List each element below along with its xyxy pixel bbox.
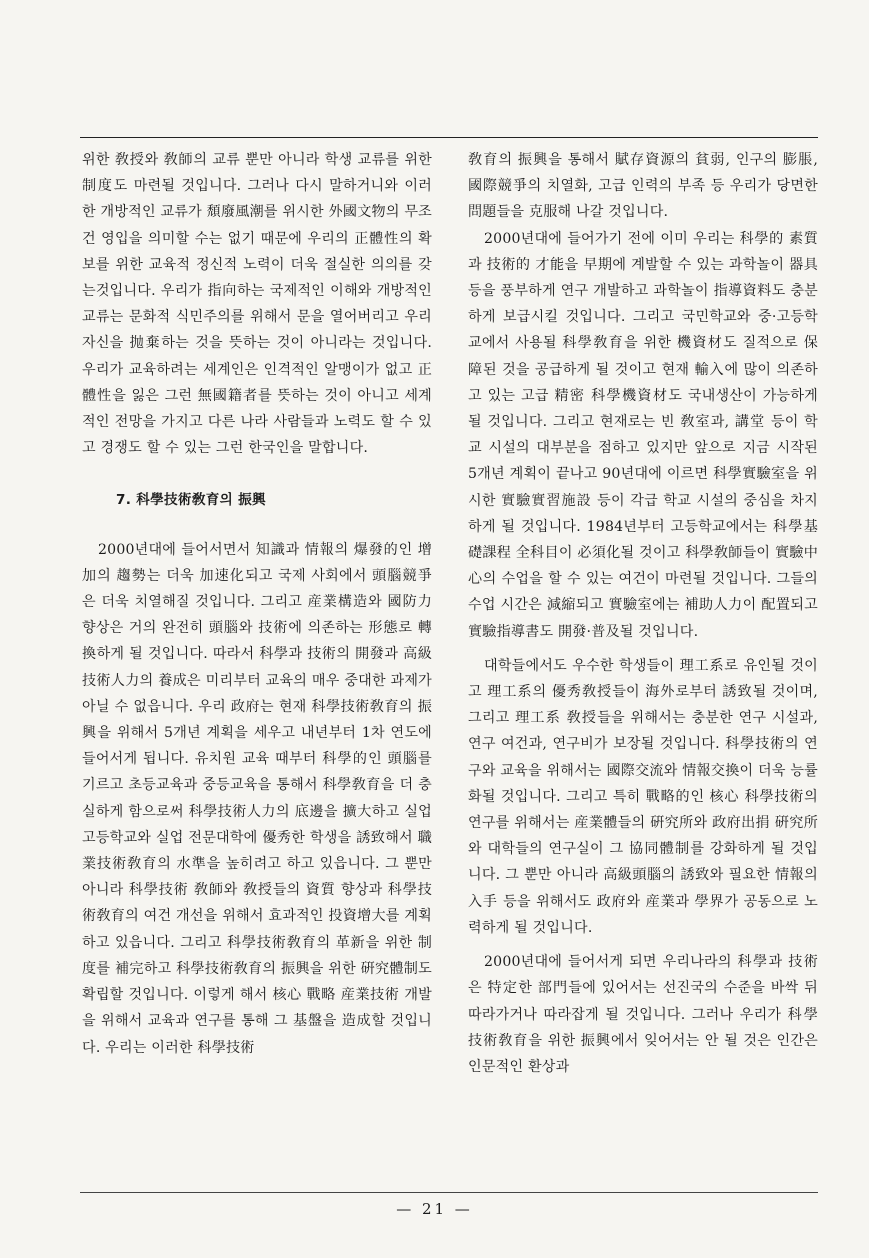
- top-rule: [80, 137, 818, 138]
- section-heading: 7. 科學技術敎育의 振興: [116, 492, 266, 509]
- left-paragraph-2: 2000년대에 들어서면서 知識과 情報의 爆發的인 增加의 趨勢는 더욱 加速化되고 국제 사회에서 頭腦競爭은 더욱 치열해질 것입니다. 그리고 産業構造와 國防力 향상은 거의 완전히 頭腦와 技術에 의존하는 形態로 轉換하게 될 것입니다. 따라서 科學과 技術의 開發과 高級技術人力의 養成은 미리부터 교육의 매우 중대한 과제가 아닐 수 없읍니다. 우리 政府는 현재 科學技術敎育의 振興을 위해서 5개년 계획을 세우고 내년부터 1차 연도에 들어서게 됩니다. 유치원 교육 때부터 科學的인 頭腦를 기르고 초등교육과 중등교육을 통해서 科學敎育을 더 충실하게 함으로써 科學技術人力의 底邊을 擴大하고 실업 고등학교와 실업 전문대학에 優秀한 학생을 誘致해서 職業技術敎育의 水準을 높히려고 하고 있읍니다. 그 뿐만 아니라 科學技術 敎師와 敎授들의 資質 향상과 科學技術敎育의 여건 개선을 위해서 효과적인 投資增大를 계획하고 있읍니다. 그리고 科學技術敎育의 革新을 위한 制度를 補完하고 科學技術敎育의 振興을 위한 硏究體制도 확립할 것입니다. 이렇게 해서 核心 戰略 産業技術 개발을 위해서 교육과 연구를 통해 그 基盤을 造成할 것입니다. 우리는 이러한 科學技術: [82, 541, 432, 1056]
- right-paragraph-3: 대학들에서도 우수한 학생들이 理工系로 유인될 것이고 理工系의 優秀敎授들이 海外로부터 誘致될 것이며, 그리고 理工系 敎授들을 위해서는 충분한 연구 시설과, 연구 여건과, 연구비가 보장될 것입니다. 科學技術의 연구와 교육을 위해서는 國際交流와 情報交換이 더욱 능률화될 것입니다. 그리고 특히 戰略的인 核心 科學技術의 연구를 위해서는 産業體들의 硏究所와 政府出捐 硏究所와 대학들의 연구실이 그 協同體制를 강화하게 될 것입니다. 그 뿐만 아니라 高級頭腦의 誘致와 필요한 情報의 入手 등을 위해서도 政府와 産業과 學界가 공동으로 노력하게 될 것입니다.: [468, 657, 818, 936]
- left-column: [82, 147, 432, 1061]
- right-paragraph-2: 2000년대에 들어가기 전에 이미 우리는 科學的 素質과 技術的 才能을 早期에 계발할 수 있는 과학놀이 器具 등을 풍부하게 연구 개발하고 과학놀이 指導資料도 충분하게 보급시킬 것입니다. 그리고 국민학교와 중·고등학교에서 사용될 科學敎育을 위한 機資材도 질적으로 保障된 것을 공급하게 될 것이고 현재 輸入에 많이 의존하고 있는 고급 精密 科學機資材도 국내생산이 가능하게 될 것입니다. 그리고 현재로는 빈 敎室과, 講堂 등이 학교 시설의 대부분을 점하고 있지만 앞으로 지금 시작된 5개년 계획이 끝나고 90년대에 이르면 科學實驗室을 위시한 實驗實習施設 등이 각급 학교 시설의 중심을 차지하게 될 것입니다. 1984년부터 고등학교에서는 科學基礎課程 全科目이 必須化될 것이고 科學敎師들이 實驗中心의 수업을 할 수 있는 여건이 마련될 것입니다. 그들의 수업 시간은 減縮되고 實驗室에는 補助人力이 配置되고 實驗指導書도 開發·普及될 것입니다.: [468, 230, 818, 640]
- right-paragraph-1: 敎育의 振興을 통해서 賦存資源의 貧弱, 인구의 膨脹, 國際競爭의 치열화, 고급 인력의 부족 등 우리가 당면한 問題들을 克服해 나갈 것입니다.: [468, 152, 818, 221]
- page-number: — 21 —: [396, 1200, 473, 1218]
- right-column: [468, 147, 818, 1080]
- bottom-rule: [80, 1192, 818, 1193]
- left-paragraph-1: 위한 敎授와 敎師의 교류 뿐만 아니라 학생 교류를 위한 制度도 마련될 것입니다. 그러나 다시 말하거니와 이러한 개방적인 교류가 頹廢風潮를 위시한 外國文物의 무조건 영입을 의미할 수는 없기 때문에 우리의 正體性의 확보를 위한 교육적 정신적 노력이 더욱 절실한 의의를 갖는것입니다. 우리가 指向하는 국제적인 이해와 개방적인 교류는 문화적 식민주의를 위해서 문을 열어버리고 우리 자신을 抛棄하는 것을 뜻하는 것이 아니라는 것입니다. 우리가 교육하려는 세계인은 인격적인 알맹이가 없고 正體性을 잃은 그런 無國籍者를 뜻하는 것이 아니고 세계적인 전망을 가지고 다른 나라 사람들과 노력도 할 수 있고 경쟁도 할 수 있는 그런 한국인을 말합니다.: [82, 152, 432, 457]
- right-paragraph-4: 2000년대에 들어서게 되면 우리나라의 科學과 技術은 特定한 部門들에 있어서는 선진국의 수준을 바싹 뒤따라가거나 따라잡게 될 것입니다. 그러나 우리가 科學技術敎育을 위한 振興에서 잊어서는 안 될 것은 인간은 인문적인 환상과: [468, 954, 818, 1075]
